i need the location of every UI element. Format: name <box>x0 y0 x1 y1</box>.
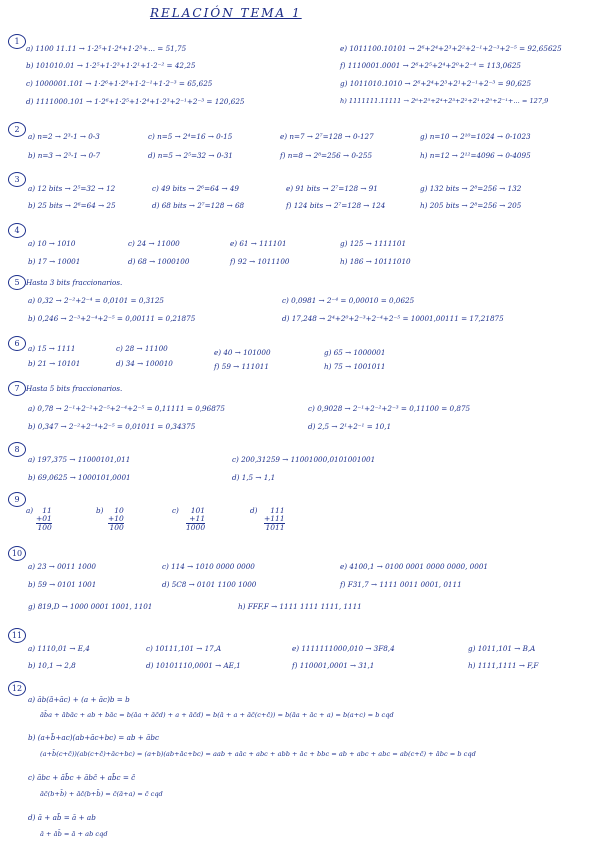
q9-d-operand-2: +111 <box>264 513 285 523</box>
q12-d-proof: ā + āb̄ = ā + ab cqd <box>40 830 108 838</box>
q4-item-h: h) 186 → 10111010 <box>340 257 411 266</box>
q10-item-c: c) 114 → 1010 0000 0000 <box>162 562 255 571</box>
q9-c-operand-2: +11 <box>189 513 206 523</box>
q6-item-c: c) 28 → 11100 <box>116 344 168 353</box>
exercise-number-8: 8 <box>8 442 26 457</box>
q9-sum-c <box>186 507 205 532</box>
q1-item-b: b) 101010.01 → 1·2⁵+1·2³+1·2¹+1·2⁻² = 42,25 <box>26 61 196 70</box>
q8-item-a: a) 197,375 → 11000101,011 <box>28 455 131 464</box>
q10-item-b: b) 59 → 0101 1001 <box>28 580 97 589</box>
q12-d-statement: d) ā + ab̄ = ā + ab <box>28 813 96 822</box>
q6-item-h: h) 75 → 1001011 <box>324 362 386 371</box>
q10-item-a: a) 23 → 0011 1000 <box>28 562 96 571</box>
q12-b-statement: b) (a+b̄+ac)(ab+āc+bc) = ab + ābc <box>28 733 159 742</box>
q1-item-e: e) 1011100.10101 → 2⁶+2⁴+2³+2²+2⁻¹+2⁻³+2⁻⁵ = 92,65625 <box>340 44 562 53</box>
q3-item-h: h) 205 bits → 2⁸=256 → 205 <box>420 201 522 210</box>
q1-item-f: f) 1110001.0001 → 2⁶+2⁵+2⁴+2⁰+2⁻⁴ = 113,0625 <box>340 61 521 70</box>
q3-item-a: a) 12 bits → 2⁵=32 → 12 <box>28 184 116 193</box>
exercise-number-2: 2 <box>8 122 26 137</box>
q9-sum-a <box>36 507 52 532</box>
q9-sum-d <box>264 507 285 532</box>
q12-a-proof: āb̄a + ābāc + ab + bāc = b(āa + āc̄d) + a + āc̄d) = b(ā + a + āc̄(c+c̄)) = b(āa + āc + a) = b(a+c) = b cqd <box>40 711 394 719</box>
q8-item-b: b) 69,0625 → 1000101,0001 <box>28 473 131 482</box>
q4-item-e: e) 61 → 111101 <box>230 239 287 248</box>
exercise-number-6: 6 <box>8 336 26 351</box>
q9-label-b: b) <box>96 506 104 515</box>
q11-item-a: a) 1110,01 → E,4 <box>28 644 90 653</box>
q6-item-e: e) 40 → 101000 <box>214 348 271 357</box>
q4-item-f: f) 92 → 1011100 <box>230 257 290 266</box>
q11-item-g: g) 1011,101 → B,A <box>468 644 536 653</box>
q12-c-proof: āc̄(b+b̄) + āc̄(b+b̄) = c̄(ā+a) = c̄ cqd <box>40 790 163 798</box>
q12-c-statement: c) ābc + āb̄c + ābc̄ + ab̄c = c̄ <box>28 773 136 782</box>
q2-item-c: c) n=5 → 2⁴=16 → 0-15 <box>148 132 233 141</box>
q9-sum-b <box>108 507 124 532</box>
q6-item-f: f) 59 → 111011 <box>214 362 269 371</box>
q9-b-operand-2: +10 <box>108 513 124 523</box>
q7-item-a: a) 0,78 → 2⁻¹+2⁻²+2⁻⁵+2⁻⁴+2⁻⁵ = 0,11111 = 0,96875 <box>28 404 225 413</box>
q9-b-operand-1: 10 <box>114 506 124 515</box>
q2-item-h: h) n=12 → 2¹²=4096 → 0-4095 <box>420 151 531 160</box>
q9-a-operand-1: 11 <box>42 506 52 515</box>
q2-item-f: f) n=8 → 2⁸=256 → 0-255 <box>280 151 373 160</box>
q9-a-operand-2: +01 <box>36 513 52 523</box>
q1-item-g: g) 1011010.1010 → 2⁶+2⁴+2³+2¹+2⁻¹+2⁻³ = 90,625 <box>340 79 532 88</box>
q3-item-g: g) 132 bits → 2⁸=256 → 132 <box>420 184 522 193</box>
q10-item-d: d) 5C8 → 0101 1100 1000 <box>162 580 257 589</box>
q6-item-b: b) 21 → 10101 <box>28 359 81 368</box>
q9-d-operand-1: 111 <box>270 506 285 515</box>
q12-a-statement: a) āb(ā̄+āc) + (a + āc)b = b <box>28 695 130 704</box>
q1-item-a: a) 1100 11.11 → 1·2⁵+1·2⁴+1·2³+... = 51,75 <box>26 44 187 53</box>
q4-item-c: c) 24 → 11000 <box>128 239 180 248</box>
q11-item-b: b) 10,1 → 2,8 <box>28 661 76 670</box>
q7-item-b: b) 0,347 → 2⁻²+2⁻⁴+2⁻⁵ = 0,01011 = 0,34375 <box>28 422 196 431</box>
q11-item-e: e) 1111111000,010 → 3F8,4 <box>292 644 395 653</box>
q4-item-g: g) 125 → 1111101 <box>340 239 407 248</box>
q12-b-proof: (a+b̄(c+c̄))(ab(c+c̄)+āc+bc) = (a+b)(ab+āc+bc) = aab + aāc + abc + abb + āc + bbc = ab + abc + abc = ab(c+c̄) + ābc = b cqd <box>40 750 476 758</box>
q9-label-a: a) <box>26 506 34 515</box>
exercise-number-9: 9 <box>8 492 26 507</box>
q3-item-b: b) 25 bits → 2⁶=64 → 25 <box>28 201 116 210</box>
exercise-number-1: 1 <box>8 34 26 49</box>
q11-item-f: f) 110001,0001 → 31,1 <box>292 661 375 670</box>
page-title: RELACIÓN TEMA 1 <box>150 6 302 20</box>
q9-c-result: 1000 <box>186 523 206 532</box>
q11-item-d: d) 10101110,0001 → AE,1 <box>146 661 241 670</box>
q2-item-d: d) n=5 → 2⁵=32 → 0-31 <box>148 151 233 160</box>
q10-item-f: f) F31,7 → 1111 0011 0001, 0111 <box>340 580 462 589</box>
q9-d-result: 1011 <box>265 523 285 532</box>
q1-item-c: c) 1000001.101 → 1·2⁶+1·2⁰+1·2⁻¹+1·2⁻³ = 65,625 <box>26 79 213 88</box>
q8-item-c: c) 200,31259 → 11001000,0101001001 <box>232 455 376 464</box>
q8-item-d: d) 1,5 → 1,1 <box>232 473 276 482</box>
q5-item-b: b) 0,246 → 2⁻³+2⁻⁴+2⁻⁵ = 0,00111 = 0,21875 <box>28 314 196 323</box>
q1-item-h: h) 1111111.11111 → 2⁶+2⁵+2⁴+2³+2²+2¹+2⁰+2⁻¹+... = 127,9 <box>340 97 549 105</box>
q3-item-e: e) 91 bits → 2⁷=128 → 91 <box>286 184 378 193</box>
q11-item-c: c) 10111,101 → 17,A <box>146 644 222 653</box>
q10-item-h: h) FFF,F → 1111 1111 1111, 1111 <box>238 602 362 611</box>
q1-item-d: d) 1111000.101 → 1·2⁶+1·2⁵+1·2⁴+1·2³+2⁻¹+2⁻³ = 120,625 <box>26 97 245 106</box>
q2-item-b: b) n=3 → 2³-1 → 0-7 <box>28 151 101 160</box>
q2-item-a: a) n=2 → 2³-1 → 0-3 <box>28 132 100 141</box>
exercise-number-10: 10 <box>8 546 26 561</box>
q9-a-result: 100 <box>37 523 52 532</box>
exercise-number-11: 11 <box>8 628 26 643</box>
q9-label-c: c) <box>172 506 179 515</box>
exercise-number-7: 7 <box>8 381 26 396</box>
q6-item-g: g) 65 → 1000001 <box>324 348 386 357</box>
q5-item-c: c) 0,0981 → 2⁻⁴ = 0,00010 = 0,0625 <box>282 296 415 305</box>
exercise-number-5: 5 <box>8 275 26 290</box>
q5-item-a: a) 0,32 → 2⁻²+2⁻⁴ = 0,0101 = 0,3125 <box>28 296 164 305</box>
q9-b-result: 100 <box>109 523 124 532</box>
q9-c-operand-1: 101 <box>190 506 206 515</box>
q7-header: Hasta 5 bits fraccionarios. <box>26 384 123 393</box>
q4-item-a: a) 10 → 1010 <box>28 239 76 248</box>
exercise-number-4: 4 <box>8 223 26 238</box>
q3-item-d: d) 68 bits → 2⁷=128 → 68 <box>152 201 245 210</box>
q4-item-d: d) 68 → 1000100 <box>128 257 190 266</box>
q2-item-e: e) n=7 → 2⁷=128 → 0-127 <box>280 132 374 141</box>
q5-header: Hasta 3 bits fraccionarios. <box>26 278 123 287</box>
q3-item-c: c) 49 bits → 2⁶=64 → 49 <box>152 184 239 193</box>
q10-item-e: e) 4100,1 → 0100 0001 0000 0000, 0001 <box>340 562 488 571</box>
q11-item-h: h) 1111,1111 → F,F <box>468 661 539 670</box>
q4-item-b: b) 17 → 10001 <box>28 257 81 266</box>
q5-item-d: d) 17,248 → 2⁴+2⁰+2⁻³+2⁻⁴+2⁻⁵ = 10001,00111 = 17,21875 <box>282 314 504 323</box>
q9-label-d: d) <box>250 506 258 515</box>
q7-item-c: c) 0,9028 → 2⁻¹+2⁻²+2⁻³ = 0,11100 = 0,875 <box>308 404 471 413</box>
q7-item-d: d) 2,5 → 2¹+2⁻¹ = 10,1 <box>308 422 392 431</box>
q10-item-g: g) 819,D → 1000 0001 1001, 1101 <box>28 602 153 611</box>
q6-item-d: d) 34 → 100010 <box>116 359 173 368</box>
exercise-number-3: 3 <box>8 172 26 187</box>
q2-item-g: g) n=10 → 2¹⁰=1024 → 0-1023 <box>420 132 531 141</box>
q3-item-f: f) 124 bits → 2⁷=128 → 124 <box>286 201 386 210</box>
q6-item-a: a) 15 → 1111 <box>28 344 76 353</box>
exercise-number-12: 12 <box>8 681 26 696</box>
